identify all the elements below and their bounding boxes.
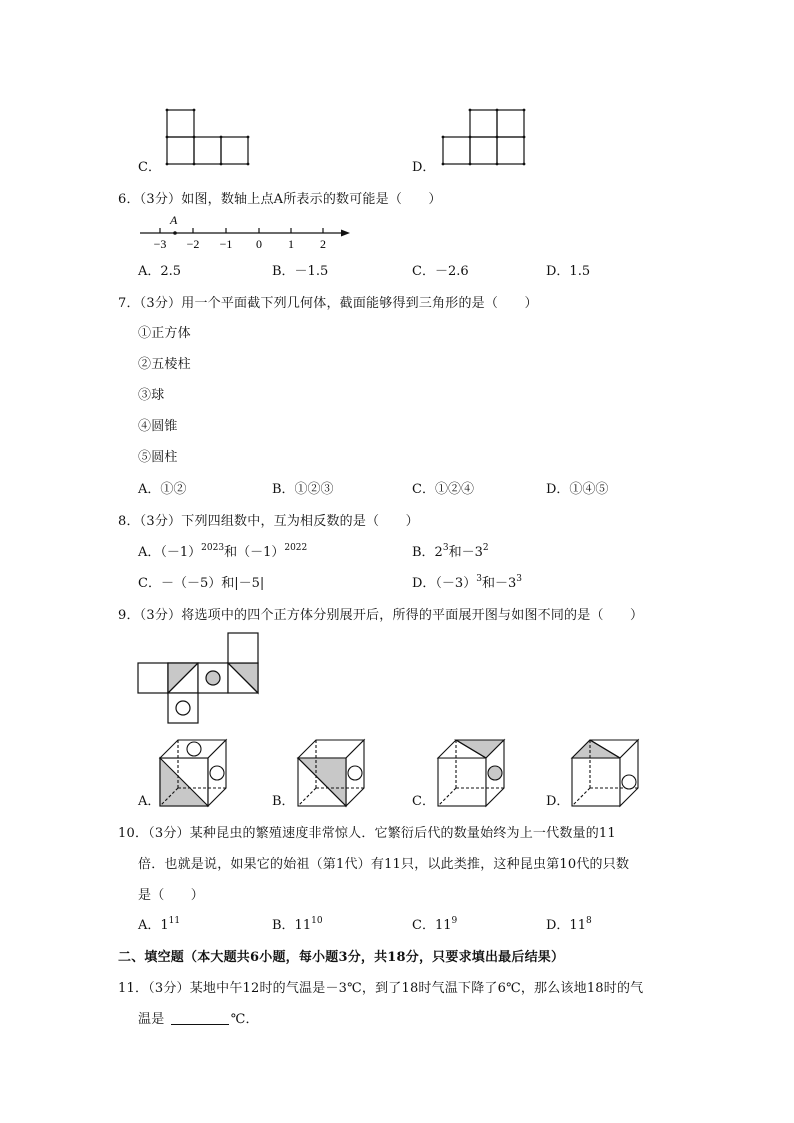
q7-option-c[interactable]: C．①②④ bbox=[412, 482, 474, 497]
q8-option-d[interactable]: D．$(-3)^3$和$-3^3$ bbox=[412, 574, 522, 591]
tick-label: 1 bbox=[288, 237, 294, 251]
q6-option-b[interactable]: B．－1.5 bbox=[272, 264, 329, 279]
q7-item-3: ③球 bbox=[138, 388, 165, 403]
q9-stem: 9．（3分）将选项中的四个正方体分别展开后，所得的平面展开图与如图不同的是（ ） bbox=[118, 608, 644, 623]
q9-option-b-cube bbox=[296, 738, 376, 808]
q8-stem: 8．（3分）下列四组数中，互为相反数的是（ ） bbox=[118, 514, 419, 529]
q10-stem-line2: 倍．也就是说，如果它的始祖（第1代）有11只，以此类推，这种昆虫第10代的只数 bbox=[138, 857, 630, 872]
q9-option-b-label[interactable]: B． bbox=[272, 794, 295, 809]
q10-option-b[interactable]: B．$11^{10}$ bbox=[272, 916, 323, 933]
q7-stem: 7．（3分）用一个平面截下列几何体，截面能够得到三角形的是（ ） bbox=[118, 296, 538, 311]
cube-net-figure bbox=[138, 633, 260, 723]
q7-option-a[interactable]: A．①② bbox=[138, 482, 187, 497]
q6-option-c[interactable]: C．－2.6 bbox=[412, 264, 469, 279]
tick-label: 2 bbox=[320, 237, 326, 251]
q5-option-c-label[interactable]: C． bbox=[138, 160, 161, 175]
q7-item-2: ②五棱柱 bbox=[138, 357, 191, 372]
q7-item-5: ⑤圆柱 bbox=[138, 450, 178, 465]
q6-option-a[interactable]: A．2.5 bbox=[138, 264, 182, 279]
q10-stem-line3: 是（ ） bbox=[138, 888, 205, 903]
tick-label: 0 bbox=[256, 237, 262, 251]
q10-option-c[interactable]: C．$11^9$ bbox=[412, 916, 458, 933]
q11-stem-line2: 温是 ℃． bbox=[138, 1012, 259, 1027]
section-2-title: 二、填空题（本大题共6小题，每小题3分，共18分，只要求填出最后结果） bbox=[118, 950, 565, 965]
q11-stem-line1: 11．（3分）某地中午12时的气温是－3℃，到了18时气温下降了6℃，那么该地18时的气 bbox=[118, 981, 644, 996]
q6-stem: 6．（3分）如图，数轴上点A所表示的数可能是（ ） bbox=[118, 192, 442, 207]
q8-option-c[interactable]: C．－（－5）和|－5| bbox=[138, 576, 265, 591]
q8-option-b[interactable]: B．$2^3$和$-3^2$ bbox=[412, 543, 489, 560]
point-a-marker bbox=[173, 231, 177, 235]
point-a-label: A bbox=[170, 213, 178, 227]
q5-option-d-label[interactable]: D． bbox=[412, 160, 436, 175]
q9-option-c-cube bbox=[436, 738, 516, 808]
q5-option-c-figure bbox=[164, 108, 254, 166]
q6-option-d[interactable]: D．1.5 bbox=[546, 264, 591, 279]
q7-item-4: ④圆锥 bbox=[138, 419, 178, 434]
q9-option-c-label[interactable]: C． bbox=[412, 794, 435, 809]
q5-option-d-figure bbox=[440, 108, 530, 166]
q7-option-b[interactable]: B．①②③ bbox=[272, 482, 334, 497]
q11-answer-blank[interactable] bbox=[171, 1012, 229, 1025]
q7-item-1: ①正方体 bbox=[138, 326, 191, 341]
number-line bbox=[138, 210, 358, 250]
q9-option-d-label[interactable]: D． bbox=[546, 794, 570, 809]
tick-label: −1 bbox=[219, 237, 233, 251]
q10-stem-line1: 10．（3分）某种昆虫的繁殖速度非常惊人．它繁衍后代的数量始终为上一代数量的11 bbox=[118, 826, 616, 841]
tick-label: −3 bbox=[153, 237, 167, 251]
q9-option-a-label[interactable]: A． bbox=[138, 794, 161, 809]
q9-option-a-cube bbox=[158, 738, 238, 808]
tick-label: −2 bbox=[186, 237, 200, 251]
q9-option-d-cube bbox=[570, 738, 650, 808]
q8-option-a[interactable]: A．$(-1)^{2023}$和$(-1)^{2022}$ bbox=[138, 543, 308, 560]
q7-option-d[interactable]: D．①④⑤ bbox=[546, 482, 609, 497]
q10-option-d[interactable]: D．$11^8$ bbox=[546, 916, 592, 933]
q10-option-a[interactable]: A．$1^{11}$ bbox=[138, 916, 181, 933]
